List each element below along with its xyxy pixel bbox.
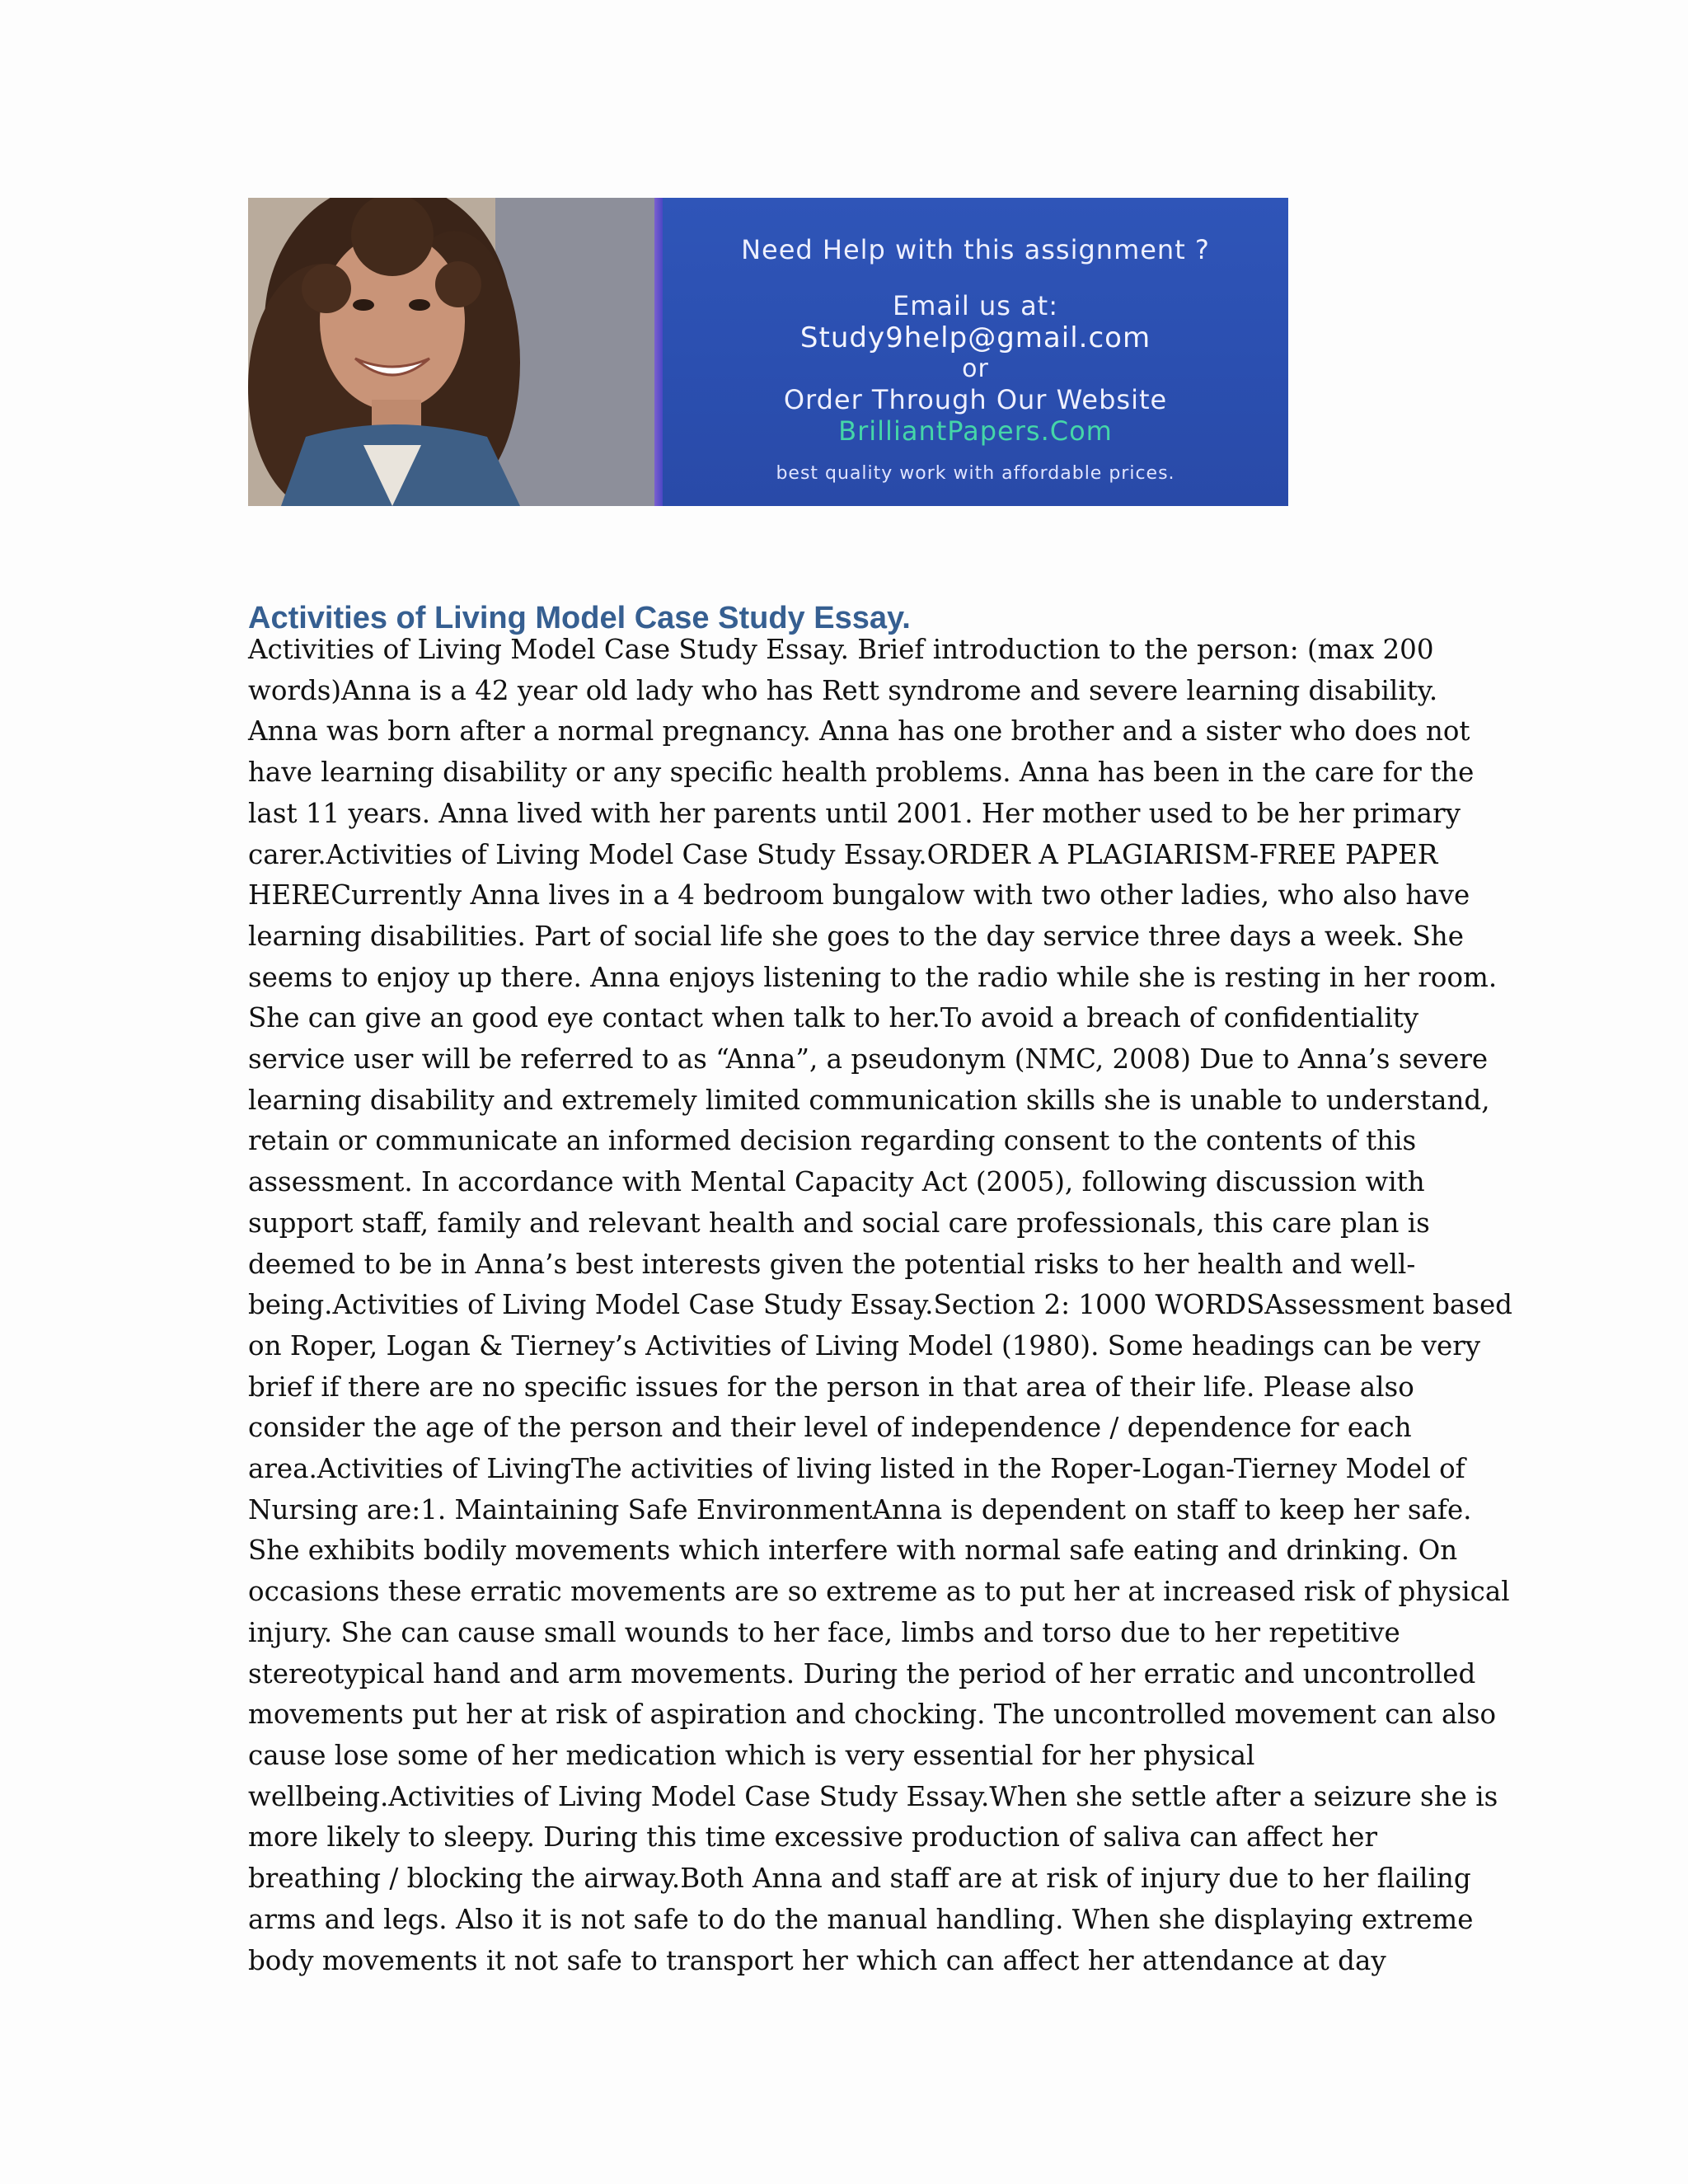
banner-email-link[interactable]: Study9help@gmail.com [799, 321, 1151, 354]
body-line: Activities of Living Model Case Study Essay. Brief introduction to the person: (max 200 [248, 634, 1434, 665]
body-line: body movements it not safe to transport her which can affect her attendance at day [248, 1944, 1386, 1976]
body-line: movements put her at risk of aspiration and chocking. The uncontrolled movement can also [248, 1699, 1497, 1731]
body-line: HERECurrently Anna lives in a 4 bedroom bungalow with two other ladies, who also have [248, 879, 1470, 912]
body-line: last 11 years. Anna lived with her parents until 2001. Her mother used to be her primary [248, 797, 1461, 829]
body-line: brief if there are no specific issues for the person in that area of their life. Please also [248, 1371, 1414, 1403]
banner-order-text: Order Through Our Website [783, 384, 1168, 415]
body-line: Anna was born after a normal pregnancy. Anna has one brother and a sister who does not [248, 715, 1470, 748]
body-line: wellbeing.Activities of Living Model Case Study Essay.When she settle after a seizure she is [248, 1780, 1498, 1812]
banner-website-link[interactable]: BrilliantPapers.Com [838, 415, 1113, 447]
body-line: She can give an good eye contact when talk to her.To avoid a breach of confidentiality [248, 1002, 1419, 1034]
body-line: learning disability and extremely limited communication skills she is unable to understand, [248, 1084, 1490, 1116]
body-line: retain or communicate an informed decision regarding consent to the contents of this [248, 1125, 1417, 1157]
banner-text-block [663, 198, 1288, 506]
body-line: being.Activities of Living Model Case Study Essay.Section 2: 1000 WORDSAssessment based [248, 1289, 1512, 1321]
body-line: more likely to sleepy. During this time excessive production of saliva can affect her [248, 1821, 1377, 1854]
body-line: consider the age of the person and their level of independence / dependence for each [248, 1412, 1412, 1444]
banner-headline: Need Help with this assignment ? [741, 234, 1210, 265]
body-line: breathing / blocking the airway.Both Anna and staff are at risk of injury due to her flailing [248, 1863, 1471, 1895]
woman-photo [248, 198, 654, 506]
body-line: on Roper, Logan & Tierney’s Activities of Living Model (1980). Some headings can be very [248, 1329, 1481, 1361]
body-line: injury. She can cause small wounds to her face, limbs and torso due to her repetitive [248, 1616, 1400, 1648]
body-line: learning disabilities. Part of social life she goes to the day service three days a week. She [248, 920, 1464, 952]
body-line: Nursing are:1. Maintaining Safe EnvironmentAnna is dependent on staff to keep her safe. [248, 1493, 1472, 1526]
banner-tagline: best quality work with affordable prices. [776, 463, 1175, 484]
body-line: have learning disability or any specific health problems. Anna has been in the care for the [248, 757, 1475, 789]
body-line: service user will be referred to as “Anna”, a pseudonym (NMC, 2008) Due to Anna’s severe [248, 1043, 1489, 1076]
body-line: seems to enjoy up there. Anna enjoys listening to the radio while she is resting in her room. [248, 961, 1498, 993]
body-line: occasions these erratic movements are so extreme as to put her at increased risk of physical [248, 1576, 1510, 1608]
body-line: support staff, family and relevant health and social care professionals, this care plan is [248, 1207, 1430, 1239]
advert-banner[interactable] [248, 198, 1288, 506]
page-title: Activities of Living Model Case Study Essay. [248, 601, 911, 636]
woman-portrait-illustration [248, 198, 654, 506]
body-line: assessment. In accordance with Mental Capacity Act (2005), following discussion with [248, 1166, 1425, 1198]
body-line: arms and legs. Also it is not safe to do the manual handling. When she displaying extreme [248, 1903, 1474, 1935]
body-line: area.Activities of LivingThe activities of living listed in the Roper-Logan-Tierney Model of [248, 1453, 1465, 1485]
body-line: She exhibits bodily movements which interfere with normal safe eating and drinking. On [248, 1535, 1458, 1567]
body-line: stereotypical hand and arm movements. During the period of her erratic and uncontrolled [248, 1657, 1476, 1690]
essay-body [248, 630, 1512, 1981]
body-line: carer.Activities of Living Model Case Study Essay.ORDER A PLAGIARISM-FREE PAPER [248, 838, 1438, 870]
banner-email-label: Email us at: [892, 290, 1058, 321]
banner-divider [654, 198, 663, 506]
body-line: deemed to be in Anna’s best interests given the potential risks to her health and well- [248, 1248, 1416, 1280]
body-line: cause lose some of her medication which is very essential for her physical [248, 1739, 1255, 1771]
banner-or-text: or [962, 354, 989, 383]
body-line: words)Anna is a 42 year old lady who has Rett syndrome and severe learning disability. [248, 674, 1438, 706]
